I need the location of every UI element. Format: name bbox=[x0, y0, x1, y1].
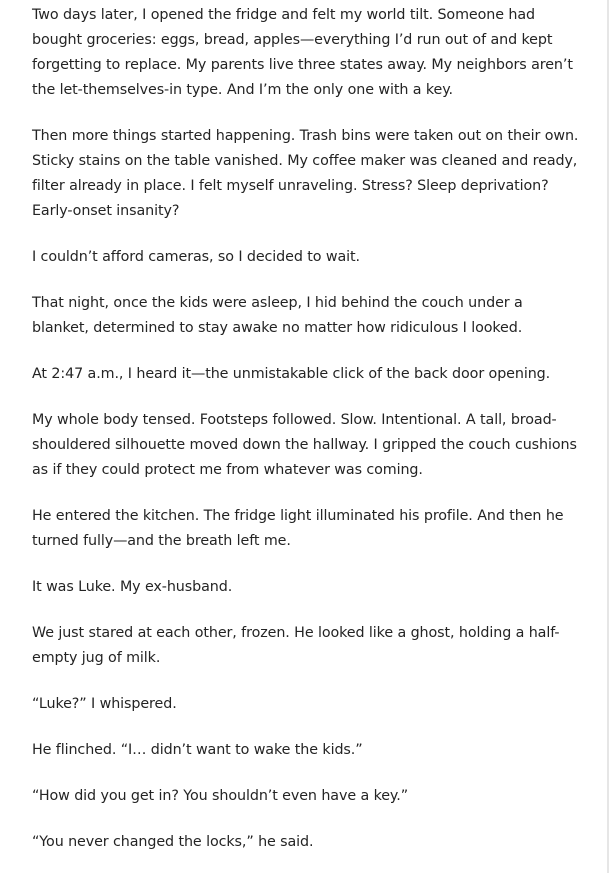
paragraph: I couldn’t afford cameras, so I decided to wait. bbox=[32, 249, 360, 265]
paragraph: We just stared at each other, frozen. He looked like a ghost, holding a half-empty jug of milk. bbox=[32, 625, 560, 666]
paragraph: It was Luke. My ex-husband. bbox=[32, 579, 233, 595]
paragraph: He flinched. “I… didn’t want to wake the kids.” bbox=[32, 742, 363, 758]
paragraph: My whole body tensed. Footsteps followed. Slow. Intentional. A tall, broad-shouldered silhouette moved down the hallway. I gripped the couch cushions as if they could protect me from whatever was coming. bbox=[32, 412, 577, 478]
paragraph: That night, once the kids were asleep, I hid behind the couch under a blanket, determined to stay awake no matter how ridiculous I looked. bbox=[32, 295, 523, 336]
paragraph: He entered the kitchen. The fridge light illuminated his profile. And then he turned fully—and the breath left me. bbox=[32, 508, 564, 549]
paragraph: Two days later, I opened the fridge and felt my world tilt. Someone had bought groceries: eggs, bread, apples—everything I’d run out of and kept forgetting to replace. My parents live three states away. My neighbors aren’t the let-themselves-in type. And I’m the only one with a key. bbox=[32, 7, 573, 98]
paragraph: At 2:47 a.m., I heard it—the unmistakable click of the back door opening. bbox=[32, 366, 551, 382]
paragraph: “Luke?” I whispered. bbox=[32, 696, 177, 712]
paragraph: Then more things started happening. Trash bins were taken out on their own. Sticky stains on the table vanished. My coffee maker was cleaned and ready, filter already in place. I felt myself unraveling. Stress? Sleep deprivation? Early-onset insanity? bbox=[32, 128, 579, 219]
paragraph: “How did you get in? You shouldn’t even have a key.” bbox=[32, 788, 409, 804]
story-text bbox=[32, 3, 582, 876]
paragraph: “You never changed the locks,” he said. bbox=[32, 834, 314, 850]
